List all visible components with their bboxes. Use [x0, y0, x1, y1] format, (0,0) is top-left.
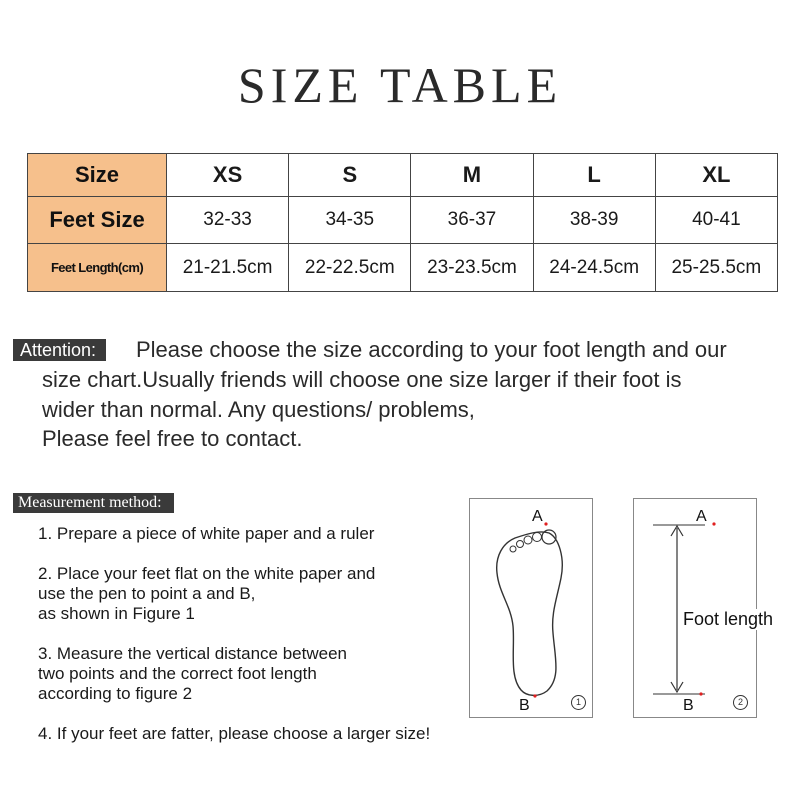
measurement-tag: Measurement method:: [13, 493, 174, 513]
step-item: [38, 524, 458, 544]
feet-length-cell: 25-25.5cm: [655, 244, 777, 292]
figure-number-badge: 2: [733, 695, 748, 710]
attention-text: Please feel free to contact.: [42, 426, 303, 451]
size-cell: XL: [655, 154, 777, 197]
page-title: SIZE TABLE: [237, 57, 563, 113]
label-b: B: [519, 697, 530, 714]
row-header-size: Size: [28, 154, 167, 197]
step-text: 4. If your feet are fatter, please choose a larger size!: [38, 724, 431, 743]
figure-1-foot-outline: [469, 498, 593, 718]
step-text: 3. Measure the vertical distance between: [38, 644, 348, 663]
label-b: B: [683, 697, 694, 714]
feet-length-cell: 21-21.5cm: [167, 244, 289, 292]
feet-length-cell: 22-22.5cm: [289, 244, 411, 292]
attention-text: Please choose the size according to your foot length and our: [136, 337, 727, 362]
figure-number-badge: 1: [571, 695, 586, 710]
step-text: 2. Place your feet flat on the white paper and: [38, 564, 376, 583]
size-table: [27, 153, 778, 292]
table-row: [28, 197, 778, 244]
measurement-steps: [38, 524, 458, 764]
step-text: according to figure 2: [38, 684, 193, 703]
label-a: A: [532, 508, 543, 525]
size-cell: M: [411, 154, 533, 197]
step-text: two points and the correct foot length: [38, 664, 317, 683]
step-item: [38, 644, 458, 704]
figure-2-foot-length: [633, 498, 793, 718]
feet-size-cell: 34-35: [289, 197, 411, 244]
feet-length-cell: 24-24.5cm: [533, 244, 655, 292]
row-header-feet-length: Feet Length(cm): [28, 244, 167, 292]
label-a: A: [696, 508, 707, 525]
feet-size-cell: 32-33: [167, 197, 289, 244]
table-row: [28, 154, 778, 197]
attention-text: wider than normal. Any questions/ problems,: [42, 397, 475, 422]
feet-size-cell: 40-41: [655, 197, 777, 244]
step-text: as shown in Figure 1: [38, 604, 195, 623]
figure-frame: [634, 499, 757, 718]
point-a-marker: [544, 522, 547, 525]
foot-length-caption: Foot length: [683, 609, 774, 629]
row-header-feet-size: Feet Size: [28, 197, 167, 244]
size-cell: XS: [167, 154, 289, 197]
step-item: [38, 564, 458, 624]
measurement-illustration: [633, 498, 793, 718]
attention-text: size chart.Usually friends will choose one size larger if their foot is: [42, 367, 682, 392]
feet-size-cell: 38-39: [533, 197, 655, 244]
point-b-marker: [699, 692, 702, 695]
step-item: [38, 724, 458, 744]
point-a-marker: [712, 522, 715, 525]
point-b-marker: [533, 694, 536, 697]
attention-tag: Attention:: [13, 339, 106, 361]
size-cell: L: [533, 154, 655, 197]
size-cell: S: [289, 154, 411, 197]
feet-size-cell: 36-37: [411, 197, 533, 244]
feet-length-cell: 23-23.5cm: [411, 244, 533, 292]
step-text: use the pen to point a and B,: [38, 584, 256, 603]
figure-frame: [470, 499, 593, 718]
table-row: [28, 244, 778, 292]
foot-illustration: [469, 498, 593, 718]
step-text: 1. Prepare a piece of white paper and a ruler: [38, 524, 375, 543]
